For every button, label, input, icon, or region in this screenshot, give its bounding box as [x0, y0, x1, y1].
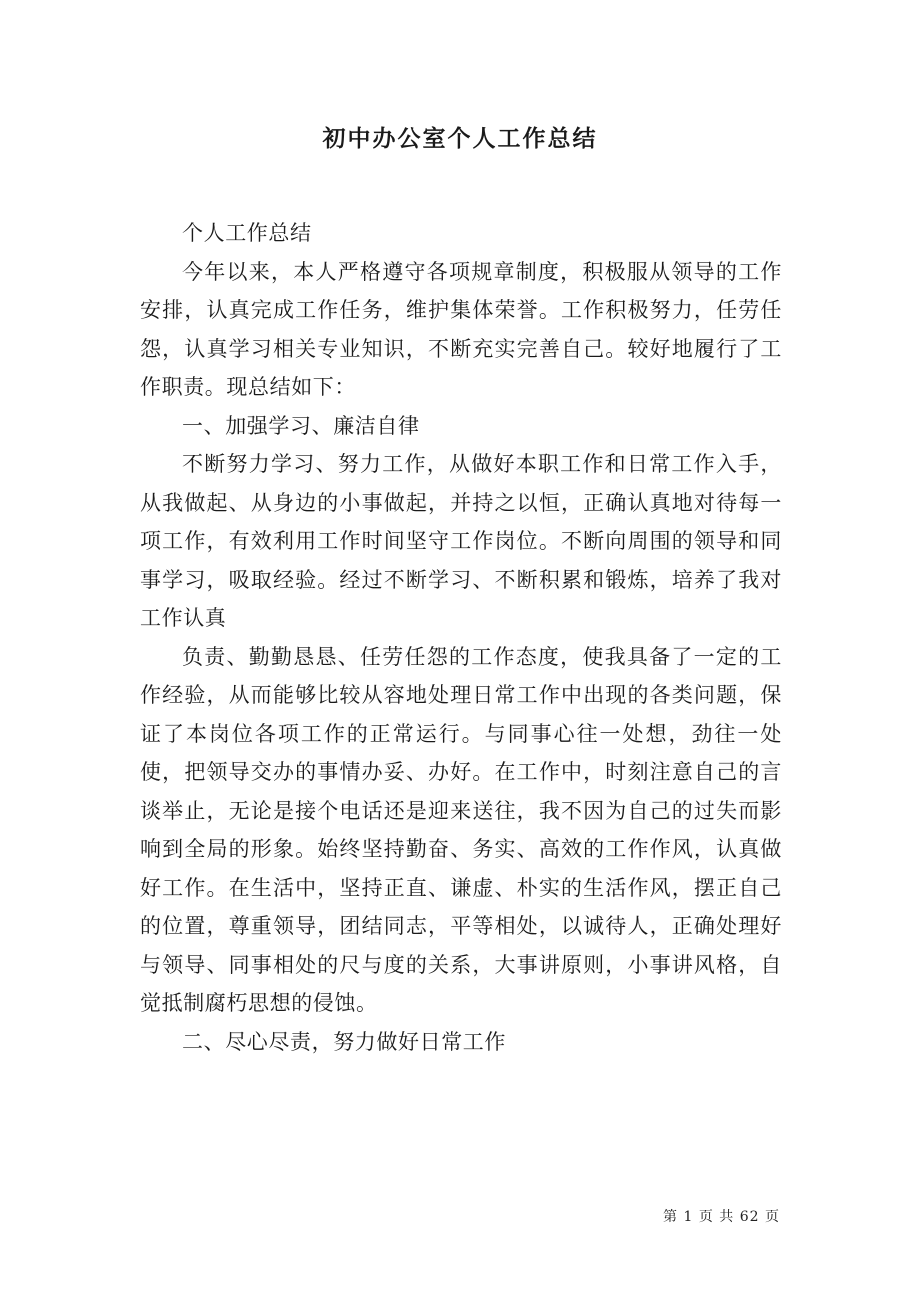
section-heading-2: 二、尽心尽责，努力做好日常工作: [182, 1029, 506, 1054]
section-heading-1: 一、加强学习、廉洁自律: [182, 413, 420, 438]
footer-middle: 页 共: [698, 1209, 735, 1225]
footer-total-pages: 62: [739, 1209, 760, 1225]
paragraph-intro: 今年以来，本人严格遵守各项规章制度，积极服从领导的工作安排，认真完成工作任务，维护集体荣誉。工作积极努力，任劳任怨，认真学习相关专业知识，不断充实完善自己。较好地履行了工作职责。现总结如下：: [140, 259, 782, 399]
footer-prefix: 第: [662, 1209, 678, 1225]
document-title: 初中办公室个人工作总结: [322, 125, 598, 152]
page-footer: [663, 1206, 780, 1226]
footer-suffix: 页: [765, 1209, 780, 1225]
paragraph-study: 不断努力学习、努力工作，从做好本职工作和日常工作入手，从我做起、从身边的小事做起，并持之以恒，正确认真地对待每一项工作，有效利用工作时间坚守工作岗位。不断向周围的领导和同事学习，吸取经验。经过不断学习、不断积累和锻炼，培养了我对工作认真: [140, 452, 782, 630]
footer-page-number: 1: [683, 1209, 694, 1225]
paragraph-attitude: 负责、勤勤恳恳、任劳任怨的工作态度，使我具备了一定的工作经验，从而能够比较从容地处理日常工作中出现的各类问题，保证了本岗位各项工作的正常运行。与同事心往一处想，劲往一处使，把领导交办的事情办妥、办好。在工作中，时刻注意自己的言谈举止，无论是接个电话还是迎来送往，我不因为自己的过失而影响到全局的形象。始终坚持勤奋、务实、高效的工作作风，认真做好工作。在生活中，坚持正直、谦虚、朴实的生活作风，摆正自己的位置，尊重领导，团结同志，平等相处，以诚待人，正确处理好与领导、同事相处的尺与度的关系，大事讲原则，小事讲风格，自觉抵制腐朽思想的侵蚀。: [140, 644, 782, 1015]
document-body: [140, 214, 782, 1061]
paragraph-subtitle: 个人工作总结: [182, 221, 312, 245]
